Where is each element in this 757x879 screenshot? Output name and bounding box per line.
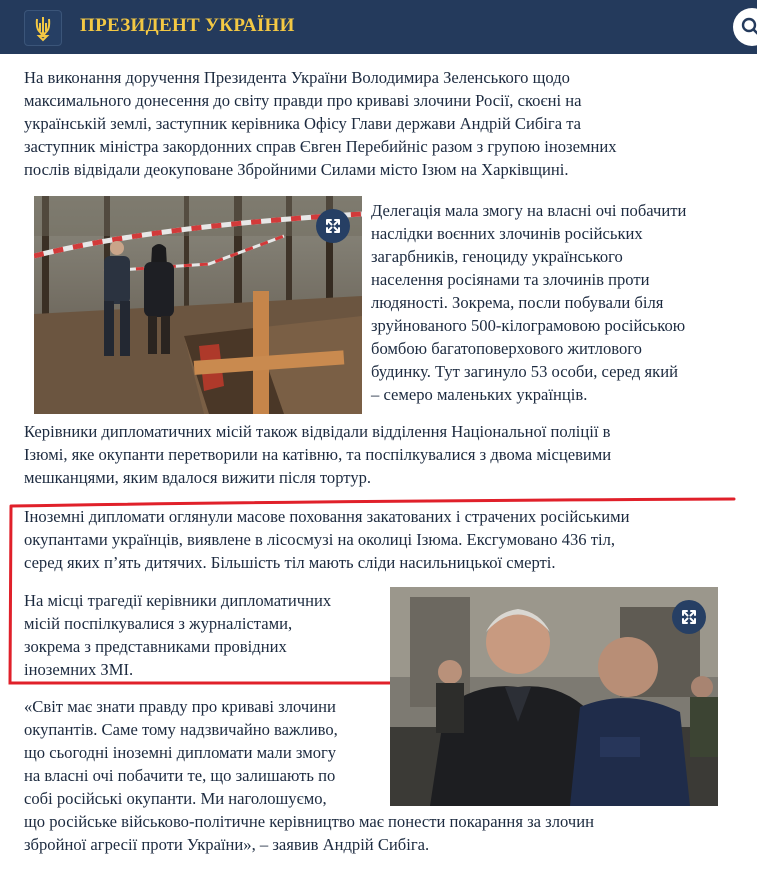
expand-photo-button[interactable] [672,600,706,634]
text-line: місій поспілкувалися з журналістами, [24,614,293,633]
text-line: що сьогодні іноземні дипломати мали змогу [24,743,337,762]
text-line: на власні очі побачити те, що залишають по [24,766,336,785]
article-paragraph-1 [24,66,744,181]
expand-photo-button[interactable] [316,209,350,243]
text-line: Іноземні дипломати оглянули масове поховання закатованих і страчених російськими [24,507,630,526]
article-paragraph-5 [24,589,384,681]
text-line: що російське військово-політичне керівництво має понести покарання за злочин [24,812,594,831]
text-line: Ізюмі, яке окупанти перетворили на катівню, та поспілкувалися з двома місцевими [24,445,612,464]
text-line: Делегація мала змогу на власні очі побачити [371,201,687,220]
article-paragraph-2 [371,199,751,406]
text-line: людяності. Зокрема, посли побували біля [371,293,664,312]
text-line: собі російські окупанти. Ми наголошуємо, [24,789,327,808]
text-line: Керівники дипломатичних місій також відвідали відділення Національної поліції в [24,422,611,441]
text-line: зокрема з представниками провідних [24,637,287,656]
text-line: окупантами українців, виявлене в лісосмузі на околиці Ізюма. Ексгумовано 436 тіл, [24,530,616,549]
grave-site-image [34,196,362,414]
trident-icon [29,14,57,42]
text-line: максимального донесення до світу правди про криваві злочини Росії, скоєні на [24,91,582,110]
search-icon [741,17,757,37]
text-line: бомбою багатоповерхового житлового [371,339,642,358]
article-paragraph-3 [24,420,744,489]
text-line: зруйнованого 500-кілограмовою російською [371,316,686,335]
text-line: серед яких п’ять дитячих. Більшість тіл мають сліди насильницької смерті. [24,553,556,572]
logo[interactable] [24,10,62,46]
site-header [0,0,757,54]
search-button[interactable] [733,8,757,46]
text-line: На виконання доручення Президента України Володимира Зеленського щодо [24,68,570,87]
site-title[interactable]: ПРЕЗИДЕНТ УКРАЇНИ [80,15,295,36]
article-paragraph-4 [24,505,744,574]
text-line: заступник міністра закордонних справ Євген Перебийніс разом з групою іноземних [24,137,617,156]
text-line: «Світ має знати правду про криваві злочини [24,697,336,716]
expand-icon [681,609,697,625]
text-line: мешканцями, яким вдалося вижити після тортур. [24,468,372,487]
text-line: послів відвідали деокуповане Збройними Силами місто Ізюм на Харківщині. [24,160,569,179]
text-line: збройної агресії проти України», – заявив Андрій Сибіга. [24,835,430,854]
text-line: – семеро маленьких українців. [371,385,588,404]
article-paragraph-6 [24,695,744,856]
text-line: окупантів. Саме тому надзвичайно важливо, [24,720,338,739]
text-line: На місці трагедії керівники дипломатичних [24,591,332,610]
expand-icon [325,218,341,234]
text-line: будинку. Тут загинуло 53 особи, серед який [371,362,678,381]
article-photo-grave-site[interactable] [34,196,362,414]
text-line: іноземних ЗМІ. [24,660,134,679]
text-line: українській землі, заступник керівника Офісу Глави держави Андрій Сибіга та [24,114,582,133]
text-line: населення росіянами та злочинів проти [371,270,650,289]
text-line: наслідки воєнних злочинів російських [371,224,643,243]
text-line: загарбників, геноциду українського [371,247,623,266]
